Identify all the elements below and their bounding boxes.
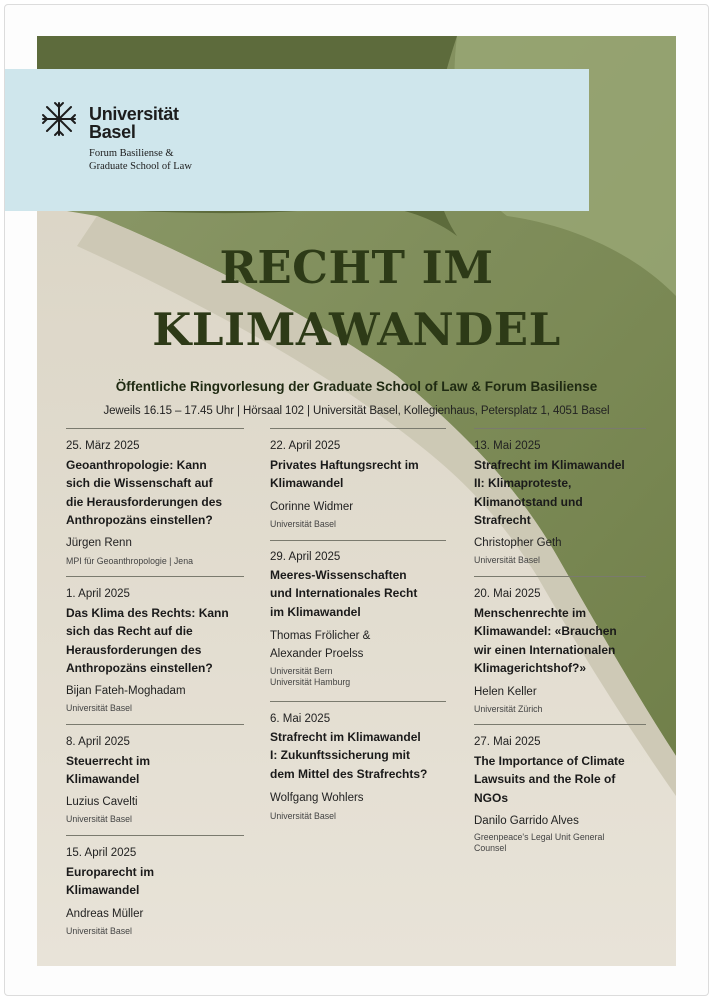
separator-line [66, 835, 244, 836]
lecture-speaker: Bijan Fateh-Moghadam [66, 685, 186, 697]
lecture-title: Meeres-Wissenschaften und Internationales Recht im Klimawandel [270, 568, 418, 619]
lecture-title: Strafrecht im Klimawandel I: Zukunftssicherung mit dem Mittel des Strafrechts? [270, 730, 428, 781]
poster-title-line1: RECHT IM [219, 241, 494, 294]
separator-line [270, 701, 446, 702]
lecture-date: 8. April 2025 [66, 736, 130, 748]
separator-line [66, 428, 244, 429]
speaker-affiliation: MPI für Geoanthropologie | Jena [66, 556, 193, 566]
lecture-speaker: Thomas Frölicher & Alexander Proelss [270, 630, 371, 660]
lecture-title: Privates Haftungsrecht im Klimawandel [270, 458, 419, 491]
university-name-line1: Universität [89, 104, 179, 124]
lecture-title: Menschenrechte im Klimawandel: «Brauchen wir einen Internationalen Klimagerichtshof?» [474, 606, 617, 676]
speaker-affiliation: Universität Basel [270, 811, 337, 821]
lecture-date: 13. Mai 2025 [474, 440, 541, 452]
lecture-date: 25. März 2025 [66, 440, 140, 452]
speaker-affiliation: Universität Basel [474, 555, 541, 565]
lecture-title: Strafrecht im Klimawandel II: Klimaproteste, Klimanotstand und Strafrecht [474, 458, 625, 528]
lecture-speaker: Luzius Cavelti [66, 796, 138, 808]
lecture-title: Geoanthropologie: Kann sich die Wissenschaft auf die Herausforderungen des Anthropozäns einstellen? [66, 458, 223, 528]
lecture-date: 27. Mai 2025 [474, 736, 541, 748]
organizer-line1: Forum Basiliense & [89, 148, 174, 159]
speaker-affiliation: Universität Basel [66, 926, 133, 936]
lecture-date: 1. April 2025 [66, 588, 130, 600]
lecture-speaker: Wolfgang Wohlers [270, 792, 364, 804]
lecture-title: Europarecht im Klimawandel [66, 865, 155, 898]
separator-line [474, 724, 646, 725]
lecture-speaker: Jürgen Renn [66, 537, 132, 549]
organizer-line2: Graduate School of Law [89, 161, 192, 172]
separator-line [270, 428, 446, 429]
lecture-speaker: Christopher Geth [474, 537, 562, 549]
speaker-affiliation: Universität Basel [270, 519, 337, 529]
lecture-speaker: Corinne Widmer [270, 501, 354, 513]
lecture-date: 20. Mai 2025 [474, 588, 541, 600]
lecture-title: Steuerrecht im Klimawandel [66, 754, 151, 787]
speaker-affiliation: Universität Bern Universität Hamburg [270, 666, 351, 687]
lecture-speaker: Andreas Müller [66, 908, 144, 920]
separator-line [474, 428, 646, 429]
time-location-info: Jeweils 16.15 – 17.45 Uhr | Hörsaal 102 | Universität Basel, Kollegienhaus, Petersplatz 1, 4051 Basel [103, 405, 610, 417]
separator-line [66, 724, 244, 725]
lecture-date: 15. April 2025 [66, 847, 137, 859]
separator-line [66, 576, 244, 577]
lecture-series-subtitle: Öffentliche Ringvorlesung der Graduate School of Law & Forum Basiliense [115, 379, 598, 394]
speaker-affiliation: Universität Basel [66, 703, 133, 713]
lecture-speaker: Helen Keller [474, 686, 537, 698]
lecture-date: 6. Mai 2025 [270, 713, 331, 725]
speaker-affiliation: Universität Zürich [474, 704, 543, 714]
university-name [89, 105, 249, 141]
speaker-affiliation: Greenpeace's Legal Unit General Counsel [474, 832, 605, 853]
university-logo-panel [5, 69, 589, 211]
university-basel-logo-icon [39, 99, 79, 139]
organizer-names [89, 147, 289, 173]
lecture-title: Das Klima des Rechts: Kann sich das Recht auf die Herausforderungen des Anthropozäns einstellen? [66, 606, 229, 676]
poster-title-line2: KLIMAWANDEL [152, 303, 561, 356]
speaker-affiliation: Universität Basel [66, 814, 133, 824]
lecture-speaker: Danilo Garrido Alves [474, 815, 579, 827]
lecture-date: 29. April 2025 [270, 551, 341, 563]
university-name-line2: Basel [89, 122, 136, 142]
lecture-date: 22. April 2025 [270, 440, 341, 452]
separator-line [474, 576, 646, 577]
separator-line [270, 540, 446, 541]
lecture-title: The Importance of Climate Lawsuits and the Role of NGOs [474, 754, 625, 805]
